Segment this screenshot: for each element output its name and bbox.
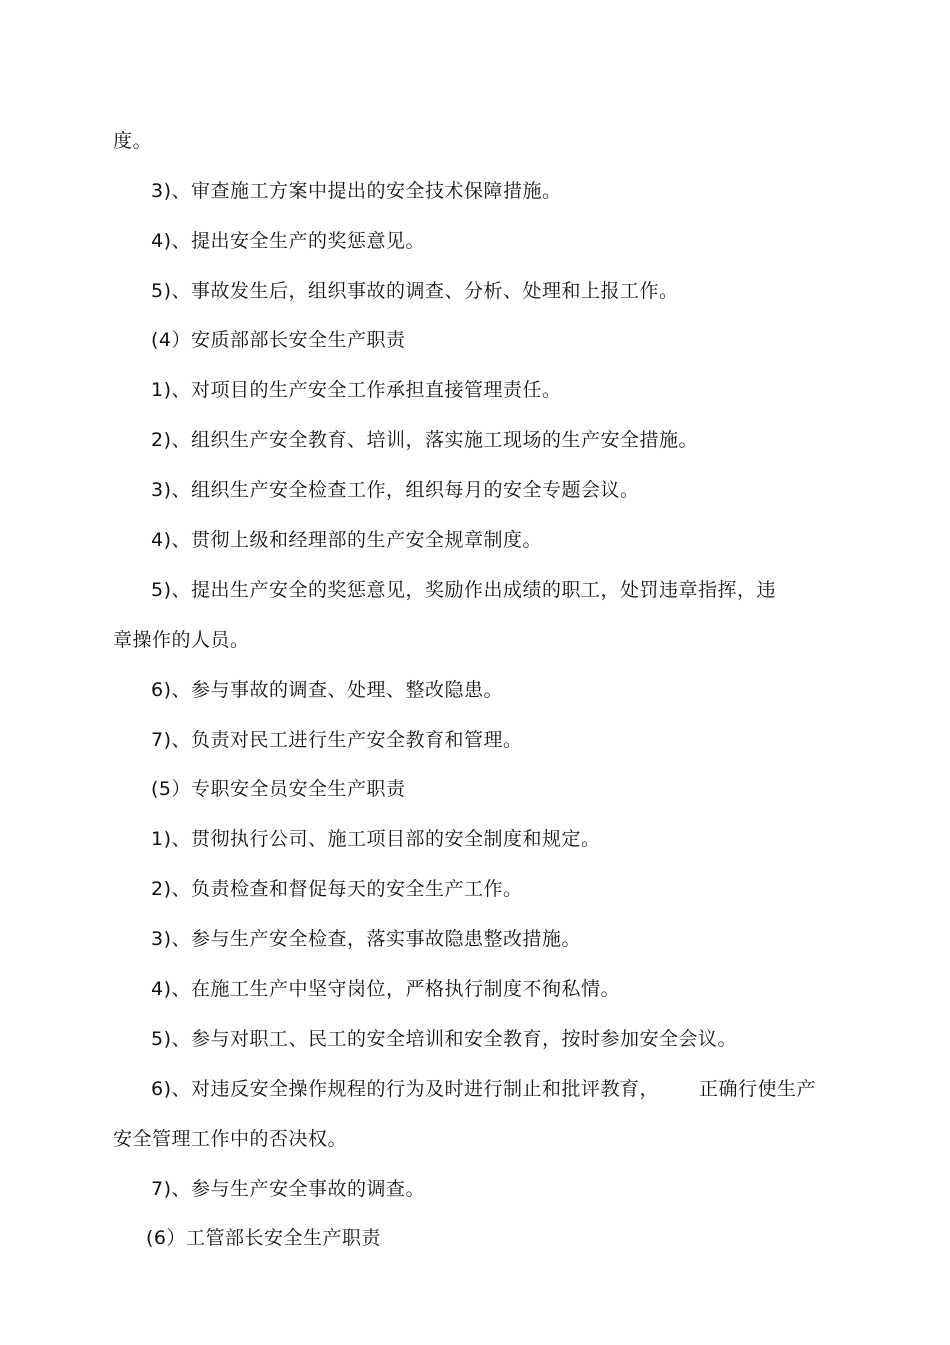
- section-heading: (6）工管部长安全生产职责: [146, 1227, 382, 1249]
- text-line: 章操作的人员。: [113, 629, 250, 651]
- text-line: [151, 1076, 816, 1102]
- text-line: 7)、负责对民工进行生产安全教育和管理。: [151, 729, 523, 751]
- text-line: 4)、贯彻上级和经理部的生产安全规章制度。: [151, 529, 543, 551]
- text-line: 4)、在施工生产中坚守岗位，严格执行制度不徇私情。: [151, 978, 621, 1000]
- text-line: 2)、组织生产安全教育、培训，落实施工现场的生产安全措施。: [151, 429, 699, 451]
- text-line: 3)、组织生产安全检查工作，组织每月的安全专题会议。: [151, 479, 640, 501]
- text-line: 3)、审查施工方案中提出的安全技术保障措施。: [151, 180, 562, 202]
- text-segment: 正确行使生产: [699, 1078, 817, 1100]
- text-line: 3)、参与生产安全检查，落实事故隐患整改措施。: [151, 928, 582, 950]
- text-line: 1)、对项目的生产安全工作承担直接管理责任。: [151, 379, 562, 401]
- text-line: 2)、负责检查和督促每天的安全生产工作。: [151, 878, 523, 900]
- text-line: 7)、参与生产安全事故的调查。: [151, 1178, 426, 1200]
- text-line: 5)、事故发生后，组织事故的调查、分析、处理和上报工作。: [151, 280, 679, 302]
- text-line: 5)、参与对职工、民工的安全培训和安全教育，按时参加安全会议。: [151, 1028, 738, 1050]
- text-line: 4)、提出安全生产的奖惩意见。: [151, 230, 426, 252]
- text-line: 6)、参与事故的调查、处理、整改隐患。: [151, 679, 504, 701]
- text-line: 安全管理工作中的否决权。: [113, 1128, 348, 1150]
- text-line: 1)、贯彻执行公司、施工项目部的安全制度和规定。: [151, 828, 601, 850]
- text-line: 5)、提出生产安全的奖惩意见，奖励作出成绩的职工，处罚违章指挥，违: [151, 579, 777, 601]
- section-heading: (4）安质部部长安全生产职责: [151, 329, 406, 351]
- text-line: 度。: [113, 130, 153, 152]
- section-heading: (5）专职安全员安全生产职责: [151, 778, 406, 800]
- text-segment: 6)、对违反安全操作规程的行为及时进行制止和批评教育，: [151, 1078, 660, 1100]
